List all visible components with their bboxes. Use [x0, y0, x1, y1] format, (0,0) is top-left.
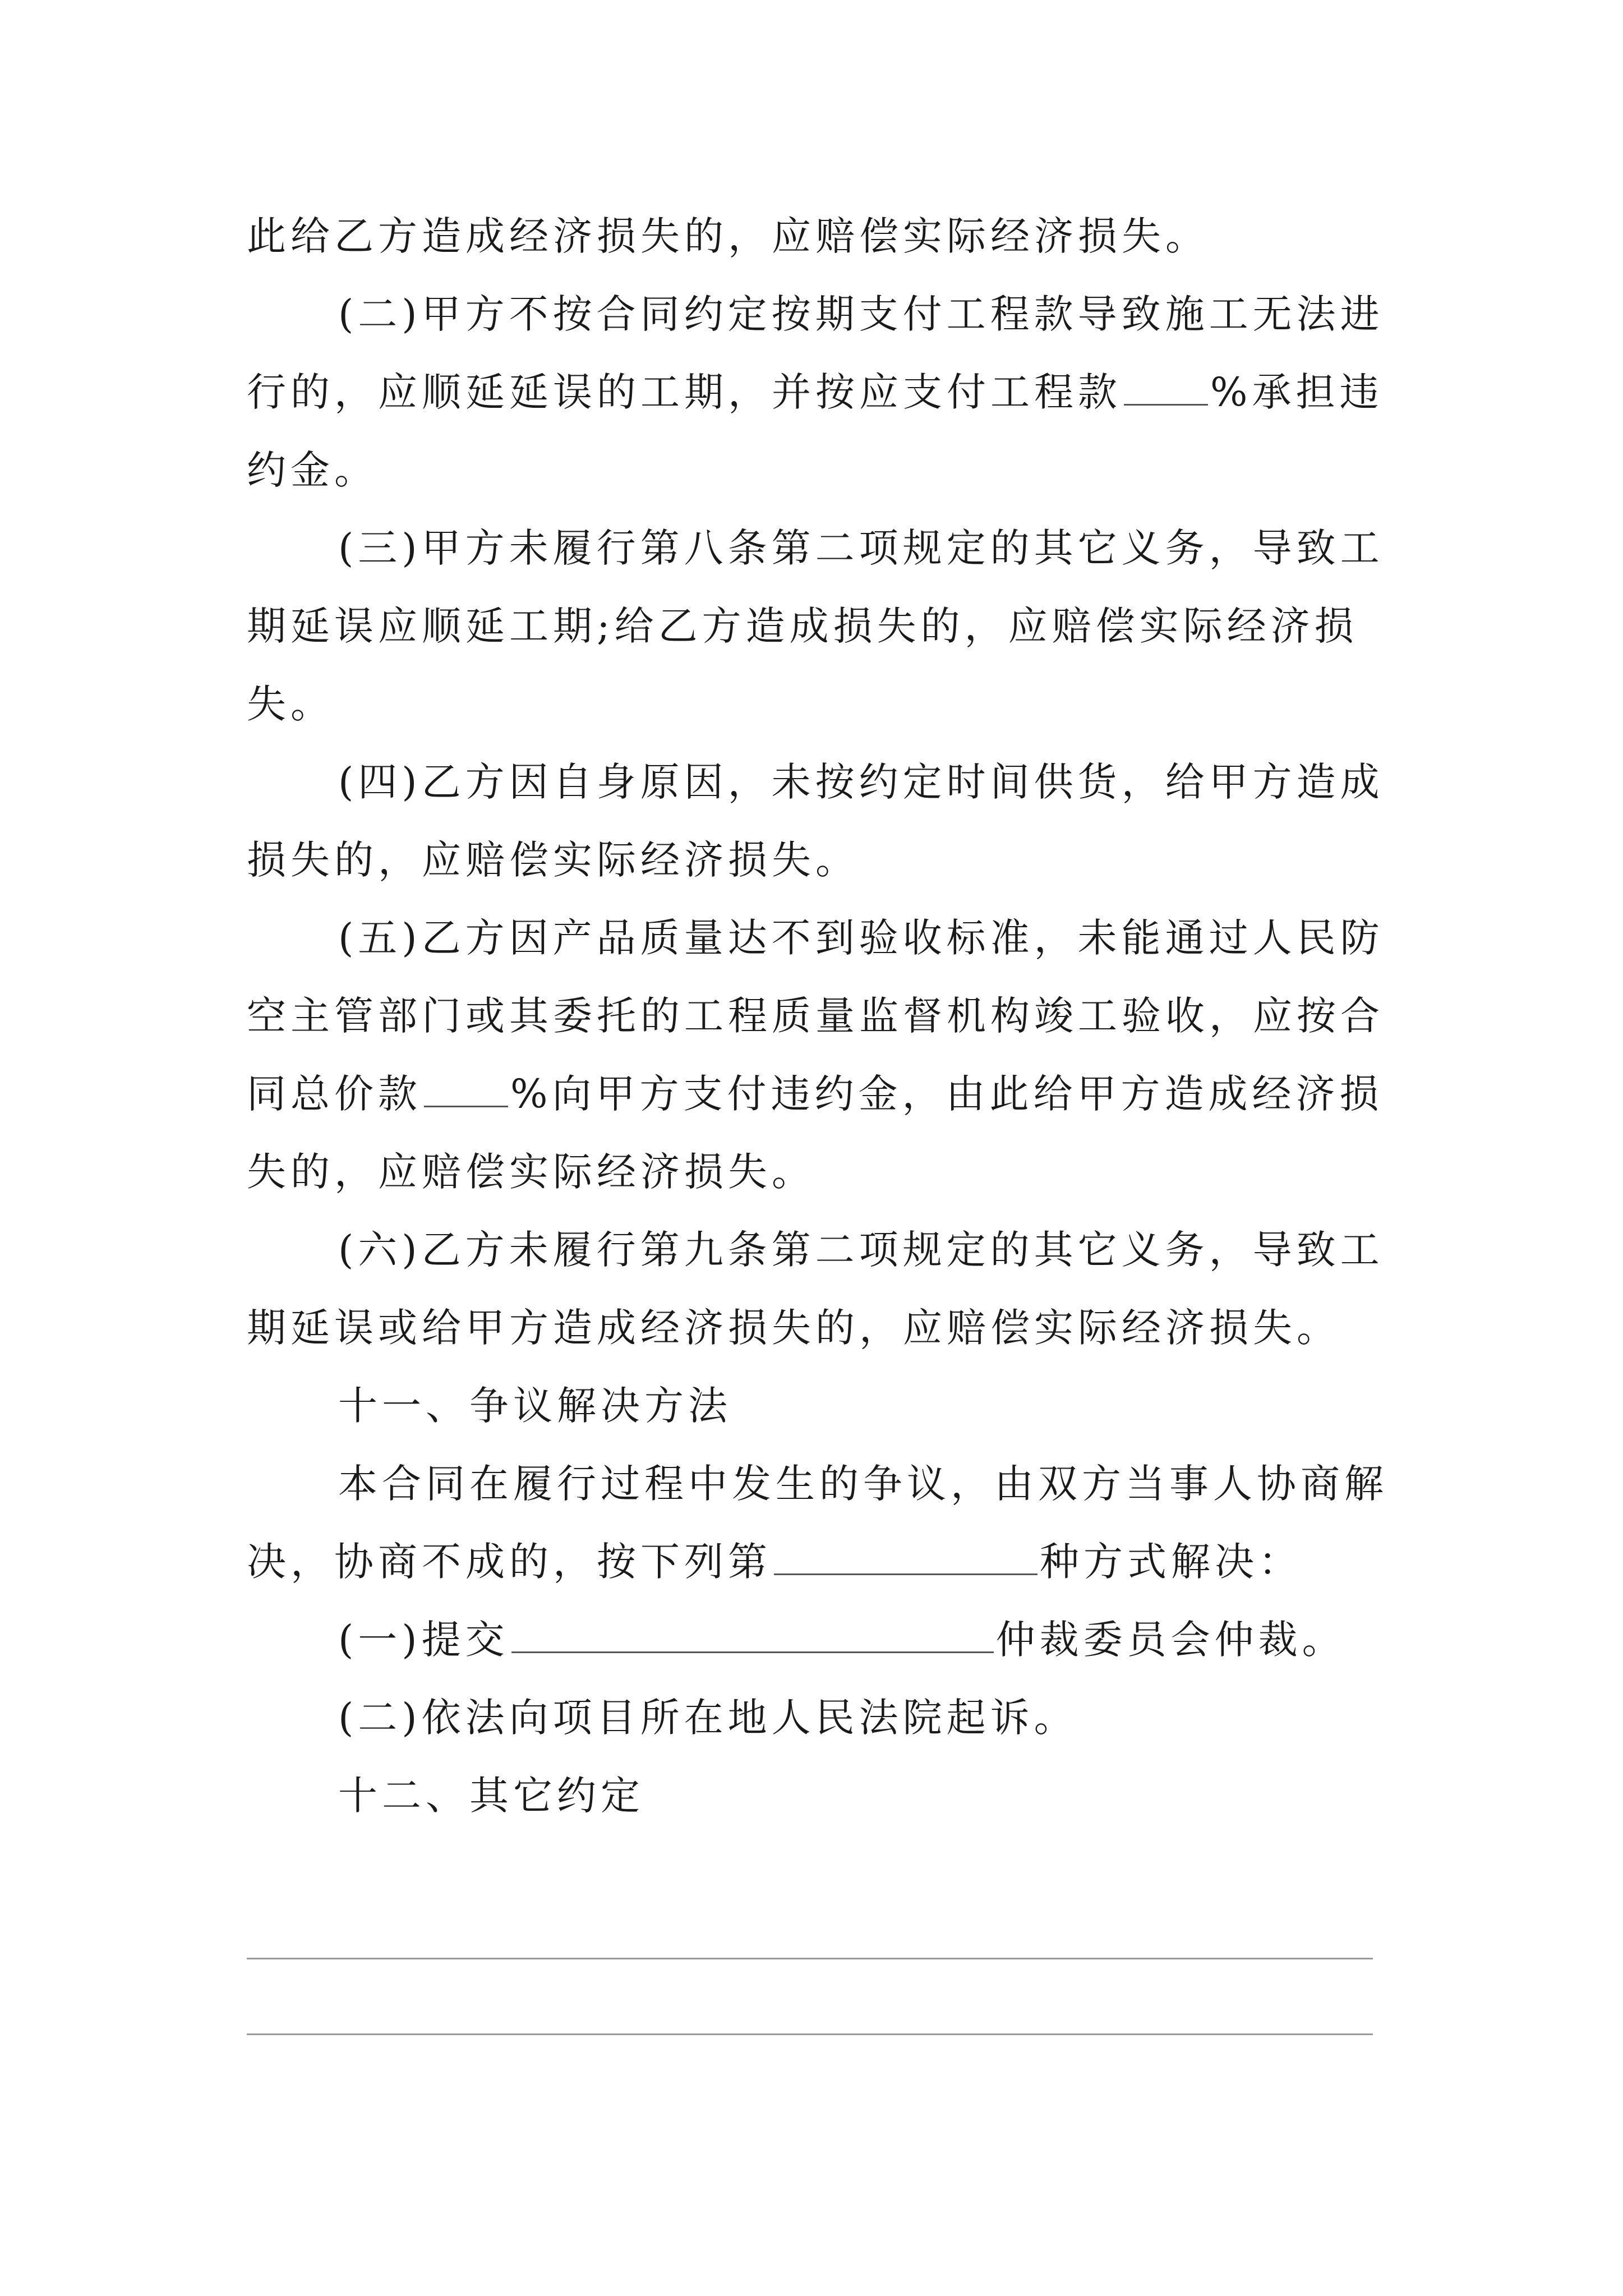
text-segment: 行的，应顺延延误的工期，并按应支付工程款 [247, 369, 1122, 415]
section-heading-11: 十一、争议解决方法 [338, 1383, 732, 1429]
text-segment: 种方式解决： [1040, 1539, 1302, 1585]
text-segment: 决，协商不成的，按下列第 [247, 1539, 772, 1585]
blank-line-2[interactable] [247, 2033, 1373, 2035]
text-segment: 同总价款 [247, 1071, 422, 1117]
text-line [247, 1055, 1383, 1133]
dispute-paragraph: 本合同在履行过程中发生的争议，由双方当事人协商解 [338, 1461, 1388, 1507]
blank-field[interactable] [511, 1619, 994, 1653]
text-line [247, 353, 1383, 431]
blank-field[interactable] [1124, 371, 1208, 406]
text-segment: %向甲方支付违约金，由此给甲方造成经济损 [510, 1071, 1384, 1117]
text-line: 此给乙方造成经济损失的，应赔偿实际经济损失。 [247, 213, 1209, 259]
text-segment: 仲裁委员会仲裁。 [995, 1617, 1346, 1663]
section-heading-12: 十二、其它约定 [338, 1773, 644, 1819]
blank-field[interactable] [774, 1541, 1038, 1575]
text-segment: %承担违 [1210, 369, 1384, 415]
option-1 [247, 1601, 1383, 1679]
text-line: 期延误应顺延工期;给乙方造成损失的，应赔偿实际经济损 [247, 603, 1358, 649]
text-line: 期延误或给甲方造成经济损失的，应赔偿实际经济损失。 [247, 1305, 1340, 1351]
clause-4: (四)乙方因自身原因，未按约定时间供货，给甲方造成 [338, 759, 1384, 805]
text-line: 约金。 [247, 447, 378, 493]
clause-2: (二)甲方不按合同约定按期支付工程款导致施工无法进 [338, 291, 1384, 337]
blank-field[interactable] [424, 1073, 508, 1107]
blank-line-1[interactable] [247, 1958, 1373, 1959]
text-line [247, 1523, 1383, 1601]
document-body [247, 197, 1388, 1835]
text-line: 空主管部门或其委托的工程质量监督机构竣工验收，应按合 [247, 993, 1384, 1039]
text-line: 损失的，应赔偿实际经济损失。 [247, 837, 859, 883]
text-line: 失的，应赔偿实际经济损失。 [247, 1149, 815, 1195]
text-line: 失。 [247, 681, 334, 727]
clause-3: (三)甲方未履行第八条第二项规定的其它义务，导致工 [338, 525, 1384, 571]
option-2: (二)依法向项目所在地人民法院起诉。 [338, 1695, 1078, 1741]
clause-6: (六)乙方未履行第九条第二项规定的其它义务，导致工 [338, 1227, 1384, 1273]
clause-5: (五)乙方因产品质量达不到验收标准，未能通过人民防 [338, 915, 1384, 961]
text-segment: (一)提交 [338, 1617, 509, 1663]
